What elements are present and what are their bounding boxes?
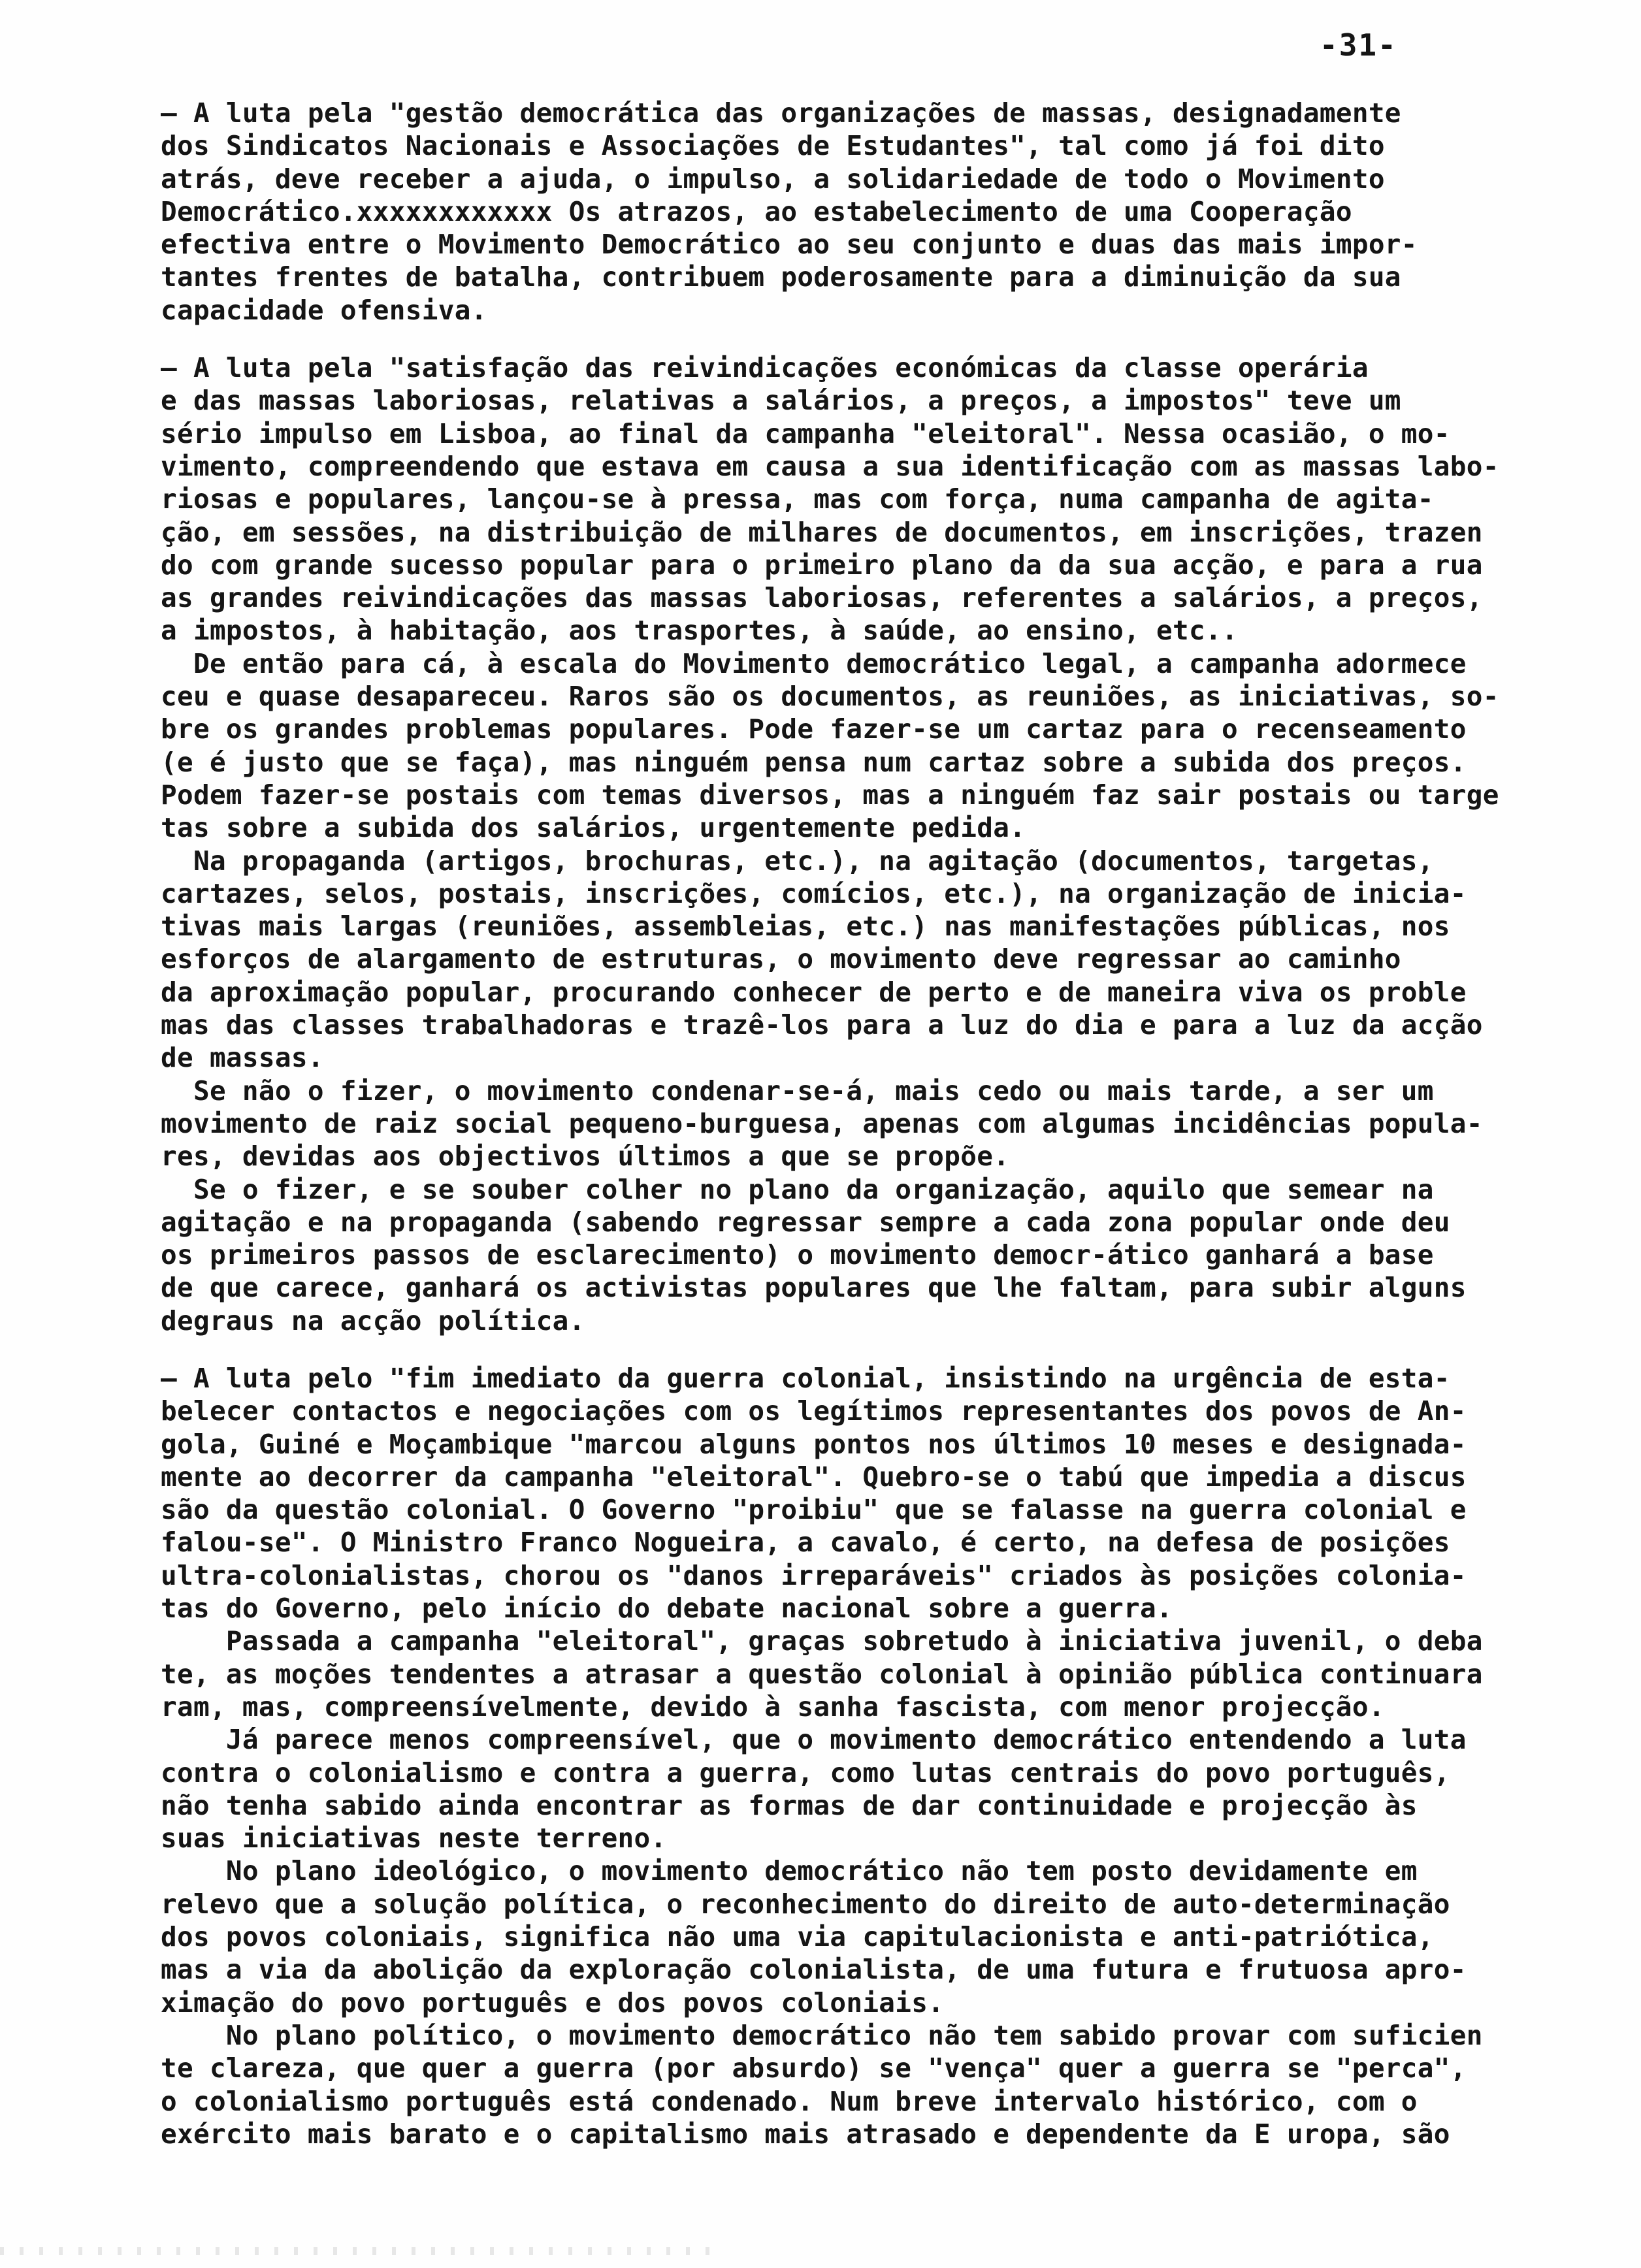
text-line: e das massas laboriosas, relativas a salários, a preços, a impostos" teve um xyxy=(161,385,1401,417)
text-line: Se não o fizer, o movimento condenar-se-á, mais cedo ou mais tarde, a ser um xyxy=(161,1075,1434,1107)
text-line: cartazes, selos, postais, inscrições, comícios, etc.), na organização de inicia- xyxy=(161,877,1467,909)
text-line: agitação e na propaganda (sabendo regressar sempre a cada zona popular onde deu xyxy=(161,1206,1450,1238)
text-line: são da questão colonial. O Governo "proibiu" que se falasse na guerra colonial e xyxy=(161,1494,1467,1526)
text-line: Passada a campanha "eleitoral", graças sobretudo à iniciativa juvenil, o deba xyxy=(161,1625,1483,1657)
text-line: ção, em sessões, na distribuição de milhares de documentos, em inscrições, trazen xyxy=(161,516,1483,548)
text-line: não tenha sabido ainda encontrar as formas de dar continuidade e projecção às xyxy=(161,1789,1418,1821)
text-line: Na propaganda (artigos, brochuras, etc.), na agitação (documentos, targetas, xyxy=(161,845,1434,877)
text-line: do com grande sucesso popular para o primeiro plano da da sua acção, e para a rua xyxy=(161,549,1483,581)
text-line: ram, mas, compreensívelmente, devido à sanha fascista, com menor projecção. xyxy=(161,1691,1385,1723)
text-line: mas das classes trabalhadoras e trazê-los para a luz do dia e para a luz da acção xyxy=(161,1009,1483,1041)
text-line: o colonialismo português está condenado. Num breve intervalo histórico, com o xyxy=(161,2085,1418,2117)
text-line: bre os grandes problemas populares. Pode fazer-se um cartaz para o recenseamento xyxy=(161,713,1467,745)
text-line: te clareza, que quer a guerra (por absurdo) se "vença" quer a guerra se "perca", xyxy=(161,2052,1467,2084)
text-line: tas do Governo, pelo início do debate nacional sobre a guerra. xyxy=(161,1593,1173,1625)
text-line: riosas e populares, lançou-se à pressa, mas com força, numa campanha de agita- xyxy=(161,483,1434,515)
text-line: dos Sindicatos Nacionais e Associações de Estudantes", tal como já foi dito xyxy=(161,130,1385,162)
text-line: De então para cá, à escala do Movimento democrático legal, a campanha adormece xyxy=(161,647,1467,679)
paragraph-economic-demands xyxy=(161,351,1591,1337)
text-line: da aproximação popular, procurando conhecer de perto e de maneira viva os proble xyxy=(161,976,1467,1008)
text-line: degraus na acção política. xyxy=(161,1304,585,1336)
text-line: suas iniciativas neste terreno. xyxy=(161,1822,667,1855)
text-line: capacidade ofensiva. xyxy=(161,294,487,326)
text-line: ultra-colonialistas, chorou os "danos irreparáveis" criados às posições colonia- xyxy=(161,1559,1467,1591)
text-line: (e é justo que se faça), mas ninguém pensa num cartaz sobre a subida dos preços. xyxy=(161,746,1467,778)
text-line: as grandes reivindicações das massas laboriosas, referentes a salários, a preços, xyxy=(161,582,1483,614)
text-line: belecer contactos e negociações com os legítimos representantes dos povos de An- xyxy=(161,1395,1467,1427)
document-body xyxy=(161,97,1591,2150)
text-line: dos povos coloniais, significa não uma via capitulacionista e anti-patriótica, xyxy=(161,1921,1434,1953)
text-line: a impostos, à habitação, aos trasportes, à saúde, ao ensino, etc.. xyxy=(161,615,1238,647)
text-line: de massas. xyxy=(161,1042,324,1074)
text-line: efectiva entre o Movimento Democrático ao seu conjunto e duas das mais impor- xyxy=(161,229,1418,261)
text-line: mente ao decorrer da campanha "eleitoral". Quebro-se o tabú que impedia a discus xyxy=(161,1461,1467,1493)
text-line: te, as moções tendentes a atrasar a questão colonial à opinião pública continuara xyxy=(161,1658,1483,1690)
text-line: – A luta pelo "fim imediato da guerra colonial, insistindo na urgência de esta- xyxy=(161,1362,1450,1394)
text-line: mas a via da abolição da exploração colonialista, de uma futura e frutuosa apro- xyxy=(161,1954,1467,1986)
text-line: exército mais barato e o capitalismo mais atrasado e dependente da E uropa, são xyxy=(161,2118,1450,2150)
text-line: sério impulso em Lisboa, ao final da campanha "eleitoral". Nessa ocasião, o mo- xyxy=(161,417,1450,449)
text-line: – A luta pela "satisfação das reivindicações económicas da classe operária xyxy=(161,352,1369,384)
page-number: -31- xyxy=(1320,27,1397,63)
text-line: esforços de alargamento de estruturas, o movimento deve regressar ao caminho xyxy=(161,943,1401,975)
text-line: Já parece menos compreensível, que o movimento democrático entendendo a luta xyxy=(161,1724,1467,1756)
text-line: falou-se". O Ministro Franco Nogueira, a cavalo, é certo, na defesa de posições xyxy=(161,1527,1450,1559)
text-line: Podem fazer-se postais com temas diversos, mas a ninguém faz sair postais ou targe xyxy=(161,779,1499,811)
text-line: gola, Guiné e Moçambique "marcou alguns pontos nos últimos 10 meses e designada- xyxy=(161,1428,1467,1460)
text-line: tas sobre a subida dos salários, urgentemente pedida. xyxy=(161,812,1026,844)
text-line: relevo que a solução política, o reconhecimento do direito de auto-determinação xyxy=(161,1888,1450,1920)
text-line: Se o fizer, e se souber colher no plano da organização, aquilo que semear na xyxy=(161,1173,1434,1205)
text-line: tantes frentes de batalha, contribuem poderosamente para a diminuição da sua xyxy=(161,261,1401,293)
text-line: vimento, compreendendo que estava em causa a sua identificação com as massas labo- xyxy=(161,450,1499,482)
text-line: ceu e quase desapareceu. Raros são os documentos, as reuniões, as iniciativas, so- xyxy=(161,681,1499,713)
text-line: No plano ideológico, o movimento democrático não tem posto devidamente em xyxy=(161,1855,1418,1887)
scan-artifact xyxy=(0,2247,719,2255)
text-line: contra o colonialismo e contra a guerra, como lutas centrais do povo português, xyxy=(161,1757,1450,1789)
text-line: – A luta pela "gestão democrática das organizações de massas, designadamente xyxy=(161,97,1401,129)
paragraph-colonial-war xyxy=(161,1362,1591,2150)
text-line: ximação do povo português e dos povos coloniais. xyxy=(161,1986,945,2018)
text-line: os primeiros passos de esclarecimento) o movimento democr-ático ganhará a base xyxy=(161,1239,1434,1271)
text-line: tivas mais largas (reuniões, assembleias, etc.) nas manifestações públicas, nos xyxy=(161,911,1450,943)
paragraph-union-management xyxy=(161,97,1591,327)
text-line: Democrático.xxxxxxxxxxxx Os atrazos, ao estabelecimento de uma Cooperação xyxy=(161,195,1352,227)
text-line: de que carece, ganhará os activistas populares que lhe faltam, para subir alguns xyxy=(161,1272,1467,1304)
text-line: res, devidas aos objectivos últimos a que se propõe. xyxy=(161,1141,1010,1173)
text-line: atrás, deve receber a ajuda, o impulso, a solidariedade de todo o Movimento xyxy=(161,163,1385,195)
text-line: movimento de raiz social pequeno-burguesa, apenas com algumas incidências popula- xyxy=(161,1107,1483,1139)
text-line: No plano político, o movimento democrático não tem sabido provar com suficien xyxy=(161,2019,1483,2051)
